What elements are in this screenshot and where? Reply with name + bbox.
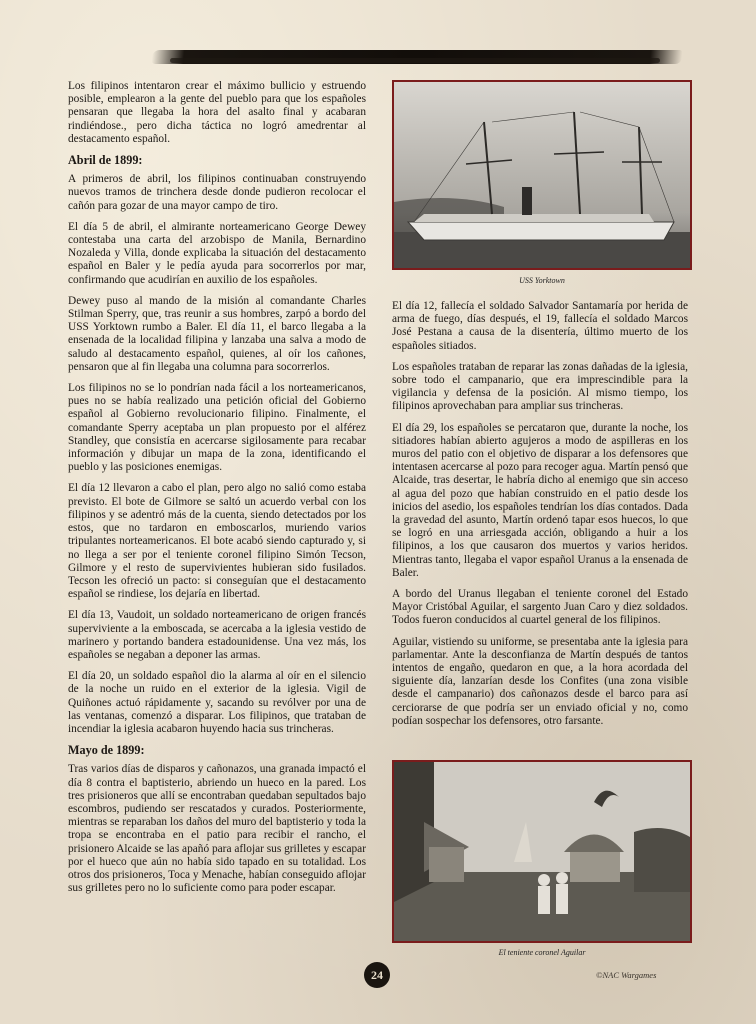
paragraph: El día 13, Vaudoit, un soldado norteamericano de origen francés superviviente a la emboscada, se acercaba a la iglesia vestido de marinero y portando bandera estadounidense. Una vez más, los españoles se negaban a deponer las armas. [68, 609, 366, 661]
paragraph: Los filipinos intentaron crear el máximo bullicio y estruendo posible, emplearon a la gente del pueblo para que los españoles pensaran que llegaba la hora del asalto final y acabaran rindiéndose., pero dicha táctica no logró amedrentar al destacamento español. [68, 80, 366, 145]
page-number: 24 [364, 962, 390, 988]
paragraph: Los filipinos no se lo pondrían nada fácil a los norteamericanos, pues no se había realizado una petición oficial del Gobierno español al Gobierno revolucionario filipino. Finalmente, el comandante Sperry aceptaba un plan propuesto por el alférez Standley, que consistía en acercarse sigilosamente para recabar información y dibujar un mapa de la zona, identificando el pueblo y las posiciones enemigas. [68, 382, 366, 474]
paragraph: Dewey puso al mando de la misión al comandante Charles Stilman Sperry, que, tras reunir a sus hombres, zarpó a bordo del USS Yorktown rumbo a Baler. El día 11, el barco llegaba a la ensenada de la localidad filipina y lanzaba una salva a modo de saludo al destacamento español, quienes, al oír los cañones, pensaron que al fin llegaba una columna para socorrerlos. [68, 294, 366, 373]
village-illustration [394, 762, 690, 941]
paragraph: Aguilar, vistiendo su uniforme, se presentaba ante la iglesia para parlamentar. Ante la desconfianza de Martín después de tantos intentos de engaño, quedaron en que, a la hora acordada del siguiente día, lanzarían desde los Confites (una zona visible desde el campanario) dos cañonazos desde el barco para así cerciorarse de que podría ser un enviado oficial y no, como podían sospechar los defensores, otro farsante. [392, 635, 688, 727]
paragraph: El día 20, un soldado español dio la alarma al oír en el silencio de la noche un ruido en el exterior de la iglesia. Vigil de Quiñones actuó rápidamente y, sacando su revólver por una de las ventanas, comenzó a disparar. Los filipinos, que trataban de incendiar la iglesia acabaron huyendo hacia sus trincheras. [68, 670, 366, 735]
ship-illustration [394, 82, 690, 268]
right-text-column [392, 300, 688, 736]
photo-caption-aguilar: El teniente coronel Aguilar [498, 948, 586, 957]
photo-uss-yorktown [392, 80, 692, 270]
paragraph: El día 5 de abril, el almirante norteamericano George Dewey contestaba una carta del arzobispo de Manila, Bernardino Nozaleda y Villa, donde explicaba la situación del destacamento español en Baler y le pedía ayuda para socorrerlos por mar, confirmando que acudirían en auxilio de los españoles. [68, 220, 366, 286]
copyright-footer: ©NAC Wargames [596, 970, 657, 980]
photo-caption-yorktown: USS Yorktown [519, 276, 565, 285]
left-text-column [68, 80, 366, 903]
section-heading: Mayo de 1899: [68, 743, 145, 758]
photo-teniente-aguilar [392, 760, 692, 943]
paragraph: A primeros de abril, los filipinos continuaban construyendo nuevos tramos de trinchera desde donde pudieron recolocar el cañón para gozar de una mayor campo de tiro. [68, 173, 366, 212]
paragraph: A bordo del Uranus llegaban el teniente coronel del Estado Mayor Cristóbal Aguilar, el sargento Juan Caro y diez soldados. Todos fueron conducidos al cuartel general de los filipinos. [392, 588, 688, 627]
section-heading: Abril de 1899: [68, 153, 143, 168]
paragraph: Tras varios días de disparos y cañonazos, una granada impactó el día 8 contra el baptisterio, abriendo un hueco en la pared. Los tres prisioneros que allí se encontraban quedaban sepultados bajo escombros, pudiendo ser rescatados y curados. Posteriormente, mientras se reparaban los daños del muro del baptisterio y toda la tropa se encontraba en el patio para recibir el rancho, el prisionero Alcaide se las apañó para aflojar sus grilletes y escapar por el hueco que aún no había sido tapado en su totalidad. Los otros dos prisioneros, Toca y Menache, habían conseguido aflojar sus grilletes pero no lo suficiente como para poder escapar. [68, 763, 366, 895]
paragraph: El día 12 llevaron a cabo el plan, pero algo no salió como estaba previsto. El bote de Gilmore se saltó un acuerdo verbal con los filipinos y se adentró más de la cuenta, siendo detectados por los estos, que no tardaron en emboscarlos, muriendo varios tripulantes norteamericanos. El bote acabó siendo capturado y, si no llega a ser por el teniente coronel filipino Simón Tecson, Gilmore y el resto de supervivientes hubieran sido fusilados. Tecson les ofreció un pacto: si conseguían que el destacamento español se rindiese, los dejaría en libertad. [68, 482, 366, 601]
paragraph: El día 12, fallecía el soldado Salvador Santamaría por herida de arma de fuego, días después, el 19, fallecía el soldado Marcos José Pestana a causa de la disentería, último muerto de los españoles sitiados. [392, 300, 688, 352]
paragraph: El día 29, los españoles se percataron que, durante la noche, los sitiadores habían abierto agujeros a modo de aspilleras en los muros del patio con el objetivo de disparar a los defensores que intentasen acercarse al pozo para recoger agua. Martín pensó que Alcaide, tras desertar, le habría dicho al enemigo que sin acceso al agua del pozo que habían construido en el patio desde los inicios del asedio, los españoles tendrían los días contados. Dada la gravedad del asunto, Martín ordenó tapar esos huecos, lo que se logró en una arriesgada acción, obligando a huir a los filipinos, a los que causaron dos muertos y varios heridos. Mientras tanto, llegaba el vapor español Uranus a la ensenada de Baler. [392, 421, 688, 579]
paragraph: Los españoles trataban de reparar las zonas dañadas de la iglesia, sobre todo el campanario, que era imprescindible para la vigilancia y defensa de la posición. Al mismo tiempo, los filipinos aprovechaban para ampliar sus trincheras. [392, 360, 688, 413]
header-brush-stroke-underlay [170, 58, 660, 63]
